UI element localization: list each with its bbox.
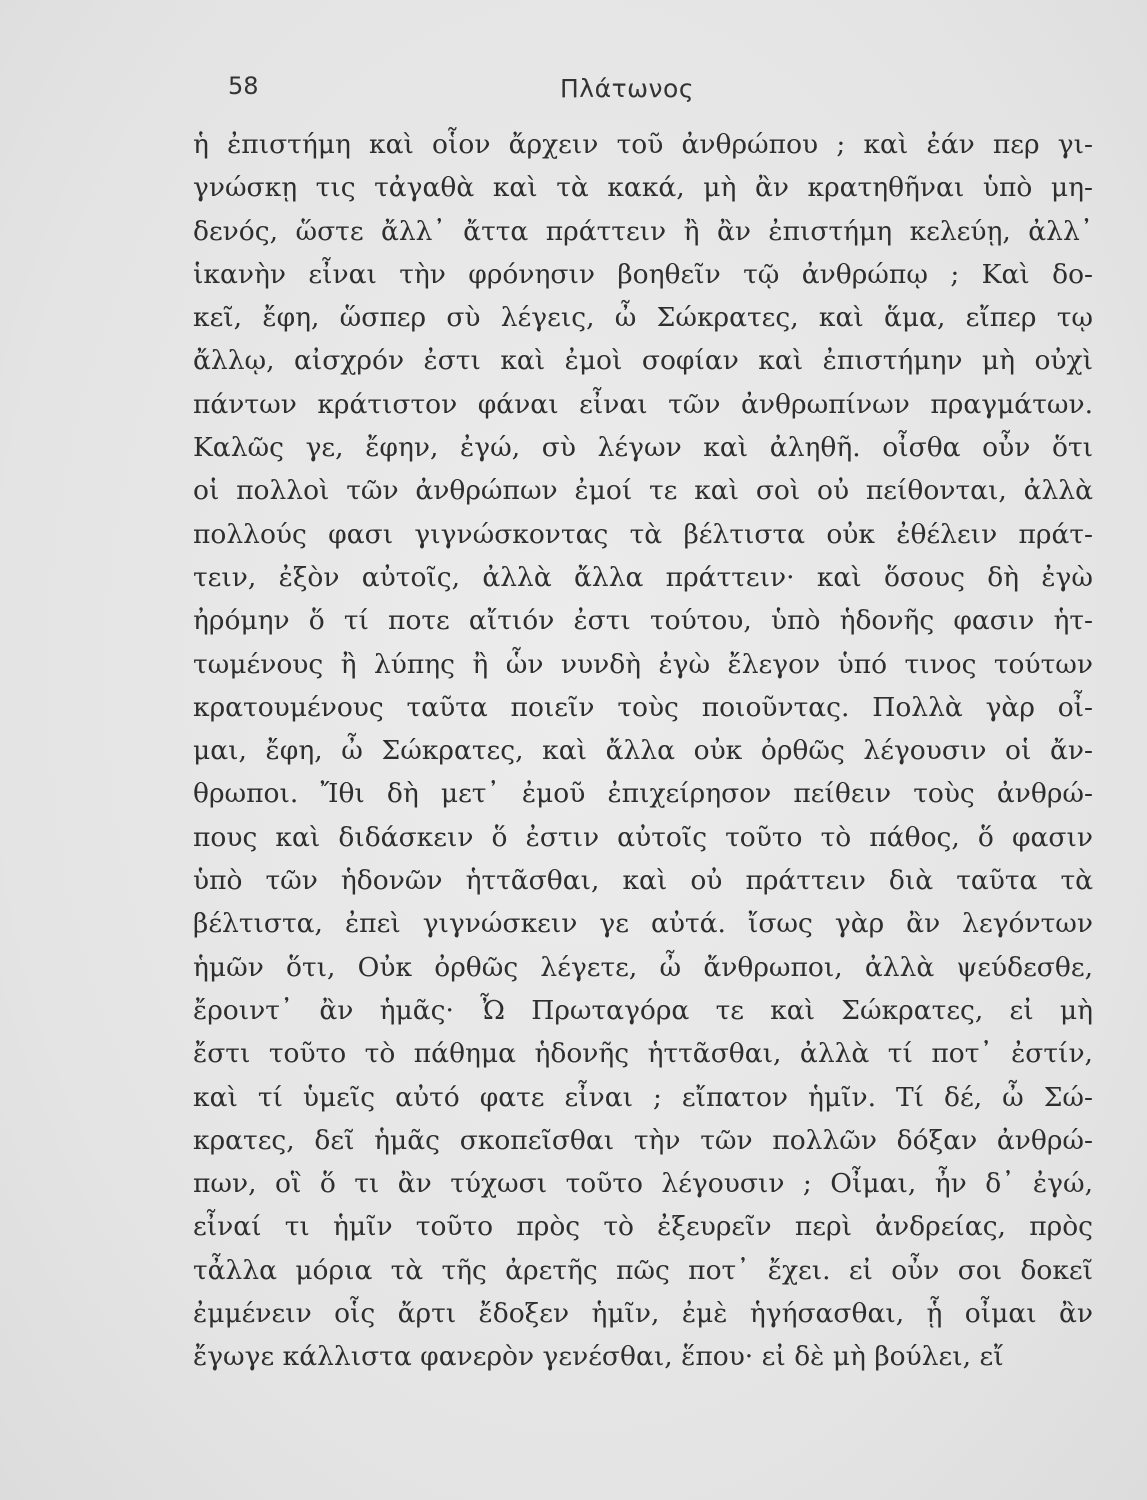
text-line: πολλούς φασι γιγνώσκοντας τὰ βέλτιστα οὐκ ἐθέλειν πράτ- <box>193 518 1093 550</box>
text-line: οἱ πολλοὶ τῶν ἀνθρώπων ἐμοί τε καὶ σοὶ οὐ πείθονται, ἀλλὰ <box>193 475 1093 507</box>
body-text <box>193 123 1093 1379</box>
text-line: κρατες, δεῖ ἡμᾶς σκοπεῖσθαι τὴν τῶν πολλῶν δόξαν ἀνθρώ- <box>193 1124 1093 1156</box>
text-line: θρωποι. Ἴθι δὴ μετ᾽ ἐμοῦ ἐπιχείρησον πείθειν τοὺς ἀνθρώ- <box>193 778 1093 810</box>
text-line: κρατουμένους ταῦτα ποιεῖν τοὺς ποιοῦντας. Πολλὰ γὰρ οἶ- <box>193 691 1093 723</box>
text-line: ἠρόμην ὅ τί ποτε αἴτιόν ἐστι τούτου, ὑπὸ ἡδονῆς φασιν ἡτ- <box>193 605 1093 637</box>
text-line: ἐμμένειν οἷς ἄρτι ἔδοξεν ἡμῖν, ἐμὲ ἡγήσασθαι, ᾗ οἶμαι ἂν <box>193 1298 1093 1330</box>
text-line: πάντων κράτιστον φάναι εἶναι τῶν ἀνθρωπίνων πραγμάτων. <box>193 388 1093 420</box>
page-number: 58 <box>228 72 259 100</box>
text-line: ἔστι τοῦτο τὸ πάθημα ἡδονῆς ἡττᾶσθαι, ἀλλὰ τί ποτ᾽ ἐστίν, <box>193 1038 1093 1070</box>
text-line: δενός, ὥστε ἄλλ᾽ ἄττα πράττειν ἢ ἂν ἐπιστήμη κελεύῃ, ἀλλ᾽ <box>193 215 1093 247</box>
text-line: γνώσκῃ τις τἀγαθὰ καὶ τὰ κακά, μὴ ἂν κρατηθῆναι ὑπὸ μη- <box>193 172 1093 204</box>
text-line: πους καὶ διδάσκειν ὅ ἐστιν αὐτοῖς τοῦτο τὸ πάθος, ὅ φασιν <box>193 821 1093 853</box>
text-line: ἔροιντ᾽ ἂν ἡμᾶς· Ὦ Πρωταγόρα τε καὶ Σώκρατες, εἰ μὴ <box>193 994 1093 1026</box>
text-line: ἱκανὴν εἶναι τὴν φρόνησιν βοηθεῖν τῷ ἀνθρώπῳ ; Καὶ δο- <box>193 258 1093 290</box>
text-line: τωμένους ἢ λύπης ἢ ὧν νυνδὴ ἐγὼ ἔλεγον ὑπό τινος τούτων <box>193 648 1093 680</box>
text-line: ἄλλῳ, αἰσχρόν ἐστι καὶ ἐμοὶ σοφίαν καὶ ἐπιστήμην μὴ οὐχὶ <box>193 345 1093 377</box>
text-line: ἔγωγε κάλλιστα φανερὸν γενέσθαι, ἕπου· εἰ δὲ μὴ βούλει, εἴ <box>193 1341 1004 1373</box>
text-line: μαι, ἔφη, ὦ Σώκρατες, καὶ ἄλλα οὐκ ὀρθῶς λέγουσιν οἱ ἄν- <box>193 735 1093 767</box>
text-line: βέλτιστα, ἐπεὶ γιγνώσκειν γε αὐτά. ἴσως γὰρ ἂν λεγόντων <box>193 908 1093 940</box>
text-line: εἶναί τι ἡμῖν τοῦτο πρὸς τὸ ἐξευρεῖν περὶ ἀνδρείας, πρὸς <box>193 1211 1093 1243</box>
text-line: καὶ τί ὑμεῖς αὐτό φατε εἶναι ; εἴπατον ἡμῖν. Τί δέ, ὦ Σώ- <box>193 1081 1093 1113</box>
text-line: ὑπὸ τῶν ἡδονῶν ἡττᾶσθαι, καὶ οὐ πράττειν διὰ ταῦτα τὰ <box>193 865 1093 897</box>
text-line: κεῖ, ἔφη, ὥσπερ σὺ λέγεις, ὦ Σώκρατες, καὶ ἅμα, εἴπερ τῳ <box>193 302 1093 334</box>
text-line: ἡμῶν ὅτι, Οὐκ ὀρθῶς λέγετε, ὦ ἄνθρωποι, ἀλλὰ ψεύδεσθε, <box>193 951 1093 983</box>
running-title: Πλάτωνος <box>560 74 694 103</box>
text-line: πων, οἳ ὅ τι ἂν τύχωσι τοῦτο λέγουσιν ; Οἶμαι, ἦν δ᾽ ἐγώ, <box>193 1168 1093 1200</box>
text-line: τειν, ἐξὸν αὐτοῖς, ἀλλὰ ἄλλα πράττειν· καὶ ὅσους δὴ ἐγὼ <box>193 561 1093 593</box>
text-line: τἆλλα μόρια τὰ τῆς ἀρετῆς πῶς ποτ᾽ ἔχει. εἰ οὖν σοι δοκεῖ <box>193 1254 1093 1286</box>
text-line: Καλῶς γε, ἔφην, ἐγώ, σὺ λέγων καὶ ἀληθῆ. οἶσθα οὖν ὅτι <box>193 432 1093 464</box>
text-line: ἡ ἐπιστήμη καὶ οἷον ἄρχειν τοῦ ἀνθρώπου ; καὶ ἐάν περ γι- <box>193 129 1093 160</box>
